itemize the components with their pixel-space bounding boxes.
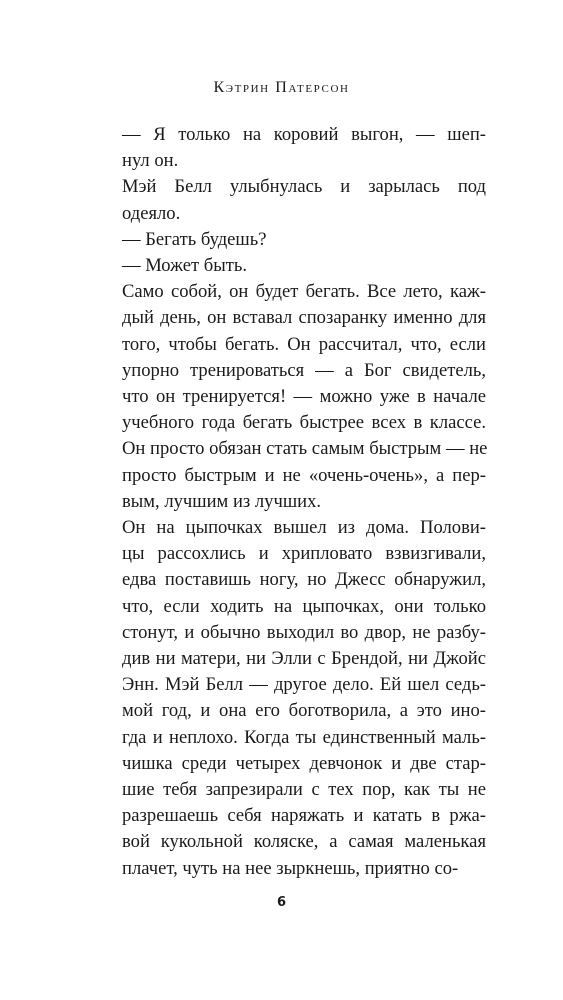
paragraph — [122, 227, 486, 253]
text-line: Он на цыпочках вышел из дома. Полови- — [122, 517, 486, 539]
text-line: — Я только на коровий выгон, — шеп- — [122, 124, 486, 145]
paragraph — [122, 253, 486, 279]
text-line: разрешаешь себя наряжать и катать в ржа- — [122, 805, 486, 827]
text-line: одеяло. — [122, 202, 181, 224]
text-line: вой кукольной коляске, а самая маленькая — [122, 831, 486, 853]
text-line: упорно тренироваться — а Бог свидетель, — [122, 359, 486, 381]
paragraph — [122, 515, 486, 882]
text-line: что он тренируется! — можно уже в начале — [122, 386, 486, 408]
text-line: просто быстрым и не «очень-очень», а пер- — [122, 464, 486, 486]
text-line: стонут, и обычно выходил во двор, не разбу- — [122, 621, 486, 643]
text-line: див ни матери, ни Элли с Брендой, ни Джойс — [122, 648, 486, 670]
text-line: Он просто обязан стать самым быстрым — не — [122, 438, 488, 460]
text-line: — Может быть. — [122, 255, 247, 277]
paragraph — [122, 279, 486, 515]
text-line: нул он. — [122, 150, 179, 172]
running-head: Кэтрин Патерсон — [213, 79, 350, 96]
text-line: шие тебя запрезирали с тех пор, как ты не — [122, 779, 486, 801]
text-line: гда и неплохо. Когда ты единственный маль- — [122, 726, 486, 748]
paragraph — [122, 174, 486, 226]
page-number: 6 — [276, 895, 287, 910]
text-line: едва поставишь ногу, но Джесс обнаружил, — [122, 569, 486, 591]
text-line: вым, лучшим из лучших. — [122, 490, 322, 512]
text-line: чишка среди четырех девчонок и две стар- — [122, 752, 486, 774]
text-line: Мэй Белл улыбнулась и зарылась под — [122, 176, 486, 198]
text-line: Само собой, он будет бегать. Все лето, каж- — [122, 281, 486, 303]
text-line: того, чтобы бегать. Он рассчитал, что, если — [122, 333, 486, 355]
text-line: — Бегать будешь? — [122, 228, 267, 250]
text-line: мой год, и она его боготворила, а это ино- — [122, 700, 486, 722]
paragraph — [122, 122, 486, 174]
text-line: плачет, чуть на нее зыркнешь, приятно со- — [122, 857, 459, 879]
text-line: дый день, он вставал спозаранку именно для — [122, 307, 486, 329]
text-line: что, если ходить на цыпочках, они только — [122, 595, 486, 617]
text-line: Энн. Мэй Белл — другое дело. Ей шел седь- — [122, 674, 486, 696]
text-line: учебного года бегать быстрее всех в классе. — [122, 412, 486, 434]
body-text — [122, 122, 486, 882]
text-line: цы рассохлись и хрипловато взвизгивали, — [122, 543, 486, 565]
